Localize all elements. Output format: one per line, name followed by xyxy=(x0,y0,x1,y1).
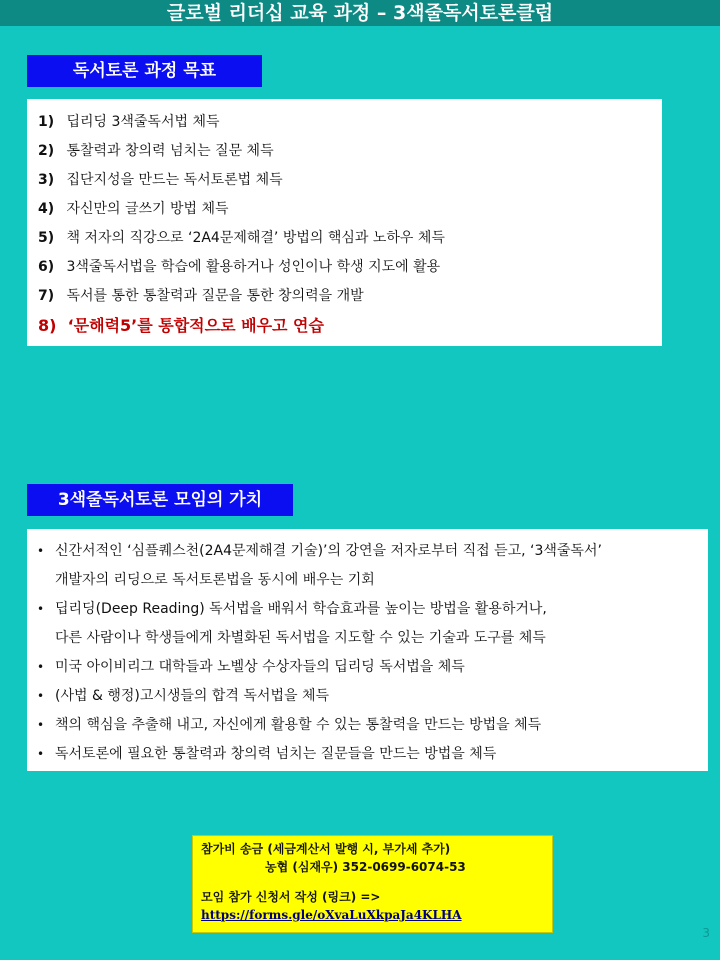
bullet-icon: • xyxy=(37,689,45,703)
goal-number: 5) xyxy=(38,230,55,246)
value-item xyxy=(37,711,708,740)
registration-info-box xyxy=(192,835,553,933)
value-item xyxy=(37,682,708,711)
goal-text: ‘문해력5’를 통합적으로 배우고 연습 xyxy=(67,316,324,335)
value-text-continued: 다른 사람이나 학생들에게 차별화된 독서법을 지도할 수 있는 기술과 도구를 체득 xyxy=(55,630,546,646)
goal-text: 집단지성을 만드는 독서토론법 체득 xyxy=(66,172,283,188)
goals-list xyxy=(27,99,662,340)
goals-box xyxy=(27,99,662,346)
goal-number: 6) xyxy=(38,259,55,275)
page-number: 3 xyxy=(702,926,710,940)
value-item xyxy=(37,740,708,769)
page-title: 글로벌 리더십 교육 과정 – 3색줄독서토론클럽 xyxy=(0,0,720,26)
goal-item xyxy=(38,253,662,282)
goal-item xyxy=(38,282,662,311)
goal-text: 딥리딩 3색줄독서법 체득 xyxy=(66,114,220,130)
goal-item-highlight xyxy=(38,311,662,340)
bullet-icon: • xyxy=(37,602,45,616)
goal-number: 7) xyxy=(38,288,55,304)
bullet-icon: • xyxy=(37,747,45,761)
goal-text: 자신만의 글쓰기 방법 체득 xyxy=(66,201,229,217)
goal-item xyxy=(38,224,662,253)
goal-number: 3) xyxy=(38,172,55,188)
value-text: 딥리딩(Deep Reading) 독서법을 배워서 학습효과를 높이는 방법을 활용하거나, xyxy=(55,601,547,617)
goal-number: 8) xyxy=(38,316,57,335)
value-text: 신간서적인 ‘심플퀘스천(2A4문제해결 기술)’의 강연을 저자로부터 직접 듣고, ‘3색줄독서’ xyxy=(55,543,602,559)
goal-item xyxy=(38,137,662,166)
value-item xyxy=(37,595,708,653)
value-text: 독서토론에 필요한 통찰력과 창의력 넘치는 질문들을 만드는 방법을 체득 xyxy=(55,746,497,762)
goal-number: 1) xyxy=(38,114,55,130)
values-box xyxy=(27,529,708,771)
goal-text: 책 저자의 직강으로 ‘2A4문제해결’ 방법의 핵심과 노하우 체득 xyxy=(66,230,445,246)
goal-number: 4) xyxy=(38,201,55,217)
value-text-continued: 개발자의 리딩으로 독서토론법을 동시에 배우는 기회 xyxy=(55,572,375,588)
bullet-icon: • xyxy=(37,660,45,674)
value-text: (사법 & 행정)고시생들의 합격 독서법을 체득 xyxy=(55,688,329,704)
values-section-label: 3색줄독서토론 모임의 가치 xyxy=(27,484,293,516)
bullet-icon: • xyxy=(37,718,45,732)
value-item xyxy=(37,653,708,682)
value-item xyxy=(37,537,708,595)
fee-text: 참가비 송금 (세금계산서 발행 시, 부가세 추가) xyxy=(201,842,451,856)
value-text: 미국 아이비리그 대학들과 노벨상 수상자들의 딥리딩 독서법을 체득 xyxy=(55,659,465,675)
application-form-link[interactable]: https://forms.gle/oXvaLuXkpaJa4KLHA xyxy=(201,908,462,922)
bullet-icon: • xyxy=(37,544,45,558)
value-text: 책의 핵심을 추출해 내고, 자신에게 활용할 수 있는 통찰력을 만드는 방법을 체득 xyxy=(55,717,542,733)
goals-section-label: 독서토론 과정 목표 xyxy=(27,55,262,87)
goal-item xyxy=(38,195,662,224)
goal-text: 통찰력과 창의력 넘치는 질문 체득 xyxy=(66,143,274,159)
goal-text: 독서를 통한 통찰력과 질문을 통한 창의력을 개발 xyxy=(66,288,364,304)
bank-account-text: 농협 (심재우) 352-0699-6074-53 xyxy=(265,860,466,874)
apply-text: 모임 참가 신청서 작성 (링크) => xyxy=(201,890,381,904)
goal-item xyxy=(38,166,662,195)
values-list xyxy=(27,529,708,769)
goal-text: 3색줄독서법을 학습에 활용하거나 성인이나 학생 지도에 활용 xyxy=(66,259,441,275)
goal-item xyxy=(38,108,662,137)
goal-number: 2) xyxy=(38,143,55,159)
